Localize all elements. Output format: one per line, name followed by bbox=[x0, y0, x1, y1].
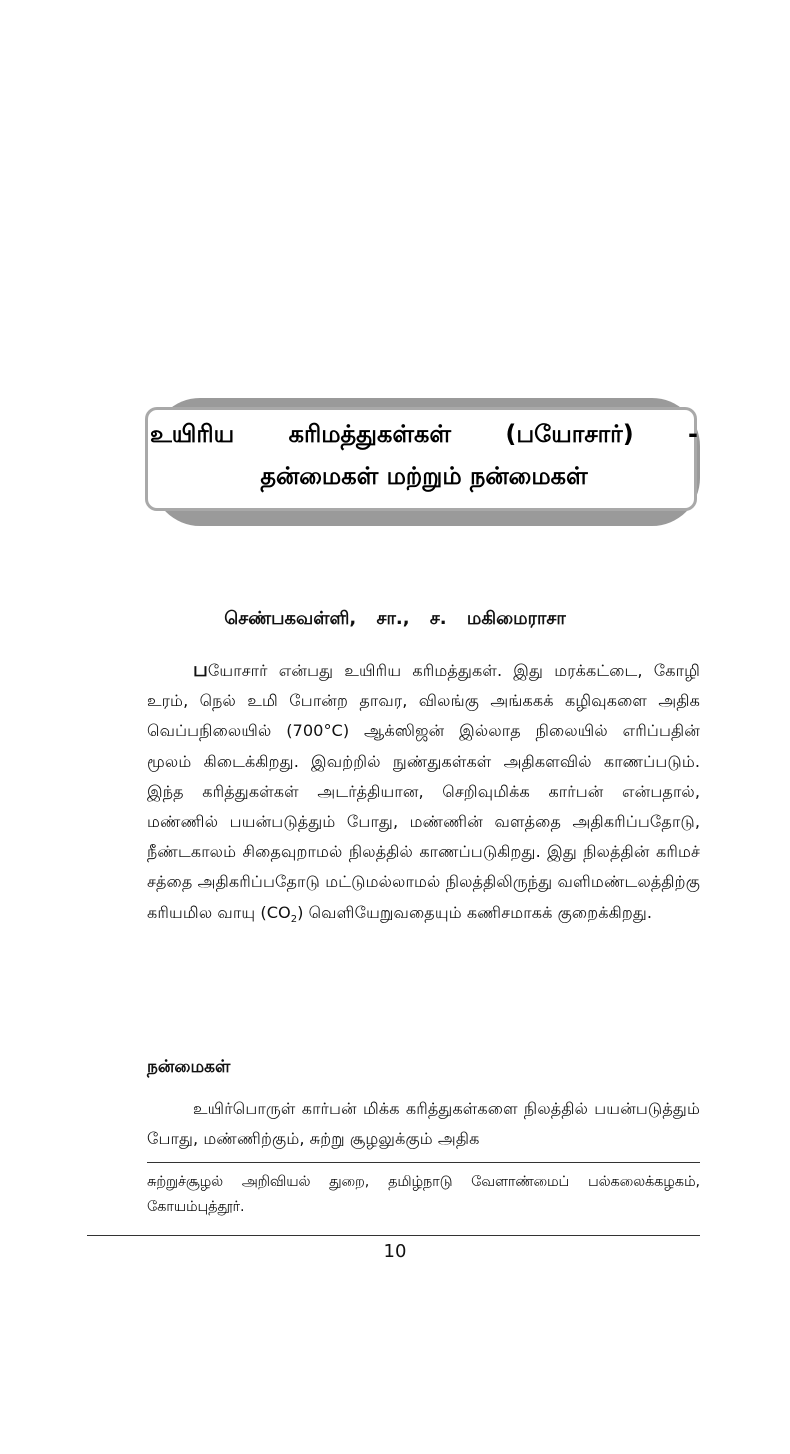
benefits-paragraph: உயிர்பொருள் கார்பன் மிக்க கரித்துகள்களை நிலத்தில் பயன்படுத்தும் போது, மண்ணிற்கும், சுற்று சூழலுக்கும் அதிக bbox=[147, 1099, 700, 1149]
article-title-line-1: உயிரிய கரிமத்துகள்கள் (பயோசார்) - bbox=[150, 420, 698, 448]
footnote-divider bbox=[147, 1162, 700, 1163]
author-line: செண்பகவள்ளி, சா., ச. மகிமைராசா bbox=[224, 608, 566, 629]
benefits-heading: நன்மைகள் bbox=[147, 1057, 231, 1077]
intro-text-end: ) வெளியேறுவதையும் கணிசமாகக் குறைக்கிறது. bbox=[297, 902, 653, 922]
affiliation-footnote: சுற்றுச்சூழல் அறிவியல் துறை, தமிழ்நாடு வேளாண்மைப் பல்கலைக்கழகம், கோயம்புத்தூர். bbox=[147, 1174, 700, 1215]
intro-text: யோசார் என்பது உயிரிய கரிமத்துகள். இது மரக்கட்டை, கோழி உரம், நெல் உமி போன்ற தாவர, விலங்கு அங்ககக் கழிவுகளை அதிக வெப்பநிலையில் (700°C) ஆக்ஸிஜன் இல்லாத நிலையில் எரிப்பதின் மூலம் கிடைக்கிறது. இவற்றில் நுண்துகள்கள் அதிகளவில் காணப்படும். இந்த கரித்துகள்கள் அடர்த்தியான, செறிவுமிக்க கார்பன் என்பதால், மண்ணில் பயன்படுத்தும் போது, மண்ணின் வளத்தை அதிகரிப்பதோடு, நீண்டகாலம் சிதைவுறாமல் நிலத்தில் காணப்படுகிறது. இது நிலத்தின் கரிமச் சத்தை அதிகரிப்பதோடு மட்டுமல்லாமல் நிலத்திலிருந்து வளிமண்டலத்திற்கு கரியமில வாயு (CO bbox=[147, 661, 700, 922]
page-number: 10 bbox=[383, 1241, 407, 1262]
co2-subscript: 2 bbox=[290, 913, 298, 925]
article-title-line-2: தன்மைகள் மற்றும் நன்மைகள் bbox=[260, 462, 588, 490]
page-footer-divider bbox=[87, 1235, 700, 1236]
intro-paragraph bbox=[147, 654, 700, 935]
drop-cap: ப bbox=[193, 657, 208, 681]
